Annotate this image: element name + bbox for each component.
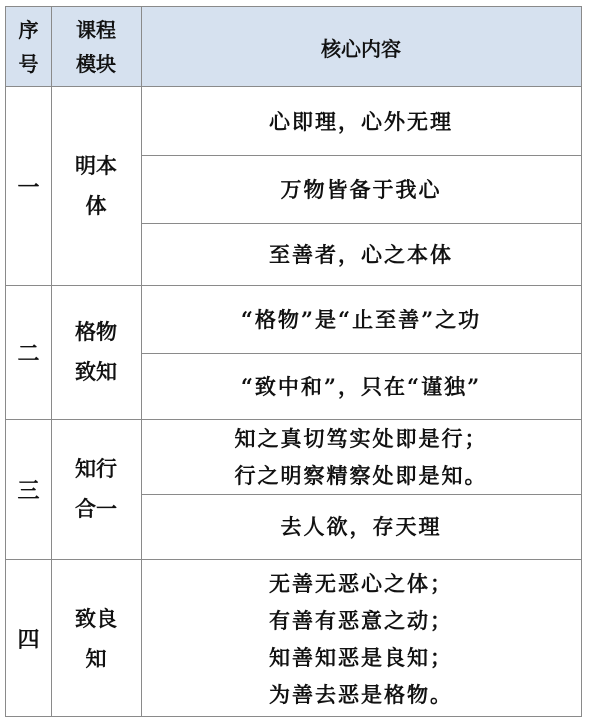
- content-line: 心即理，心外无理: [269, 108, 453, 134]
- content-cell: [141, 419, 581, 494]
- module-name: [51, 559, 141, 718]
- content-line: 去人欲，存天理: [280, 514, 442, 539]
- module-line1: 知行: [75, 456, 117, 481]
- module-line1: 致良: [75, 605, 117, 631]
- row-number: 四: [17, 627, 40, 653]
- content-line: 知善知恶是良知；: [269, 644, 453, 670]
- module-line2: 体: [85, 193, 107, 218]
- module-line2: 知: [85, 645, 107, 671]
- content-line: 至善者，心之本体: [269, 241, 453, 267]
- content-cell: [141, 155, 581, 223]
- module-line2: 致知: [75, 359, 117, 384]
- module-name: [51, 419, 141, 559]
- row-number: 二: [17, 340, 40, 367]
- content-cell: [141, 494, 581, 559]
- course-table: [5, 6, 582, 717]
- module-name: [51, 87, 141, 285]
- header-module-line2: 模块: [76, 52, 116, 76]
- content-line: 万物皆备于我心: [280, 176, 442, 202]
- content-line: 为善去恶是格物。: [269, 681, 453, 707]
- content-line: “格物”是“止至善”之功: [240, 306, 482, 332]
- content-cell: [141, 285, 581, 353]
- content-line: “致中和”，只在“谨独”: [240, 373, 482, 399]
- module-line2: 合一: [75, 496, 117, 521]
- header-seq-line2: 号: [18, 52, 39, 76]
- content-line: 知之真切笃实处即是行；: [234, 425, 488, 451]
- header-seq-line1: 序: [18, 18, 39, 42]
- content-line: 无善无恶心之体；: [269, 570, 453, 596]
- content-cell: [141, 87, 581, 155]
- module-name: [51, 285, 141, 419]
- row-number: 三: [17, 477, 40, 504]
- row-number: 一: [17, 174, 40, 201]
- content-cell: [141, 223, 581, 285]
- header-seq: [6, 7, 51, 87]
- header-content: 核心内容: [321, 36, 401, 61]
- module-line1: 明本: [75, 153, 117, 178]
- header-module-line1: 课程: [76, 18, 116, 42]
- content-cell: [141, 353, 581, 419]
- header-module: [51, 7, 141, 87]
- module-line1: 格物: [75, 319, 117, 344]
- content-line: 有善有恶意之动；: [269, 607, 453, 633]
- content-cell: [141, 559, 581, 718]
- content-line: 行之明察精察处即是知。: [234, 462, 488, 488]
